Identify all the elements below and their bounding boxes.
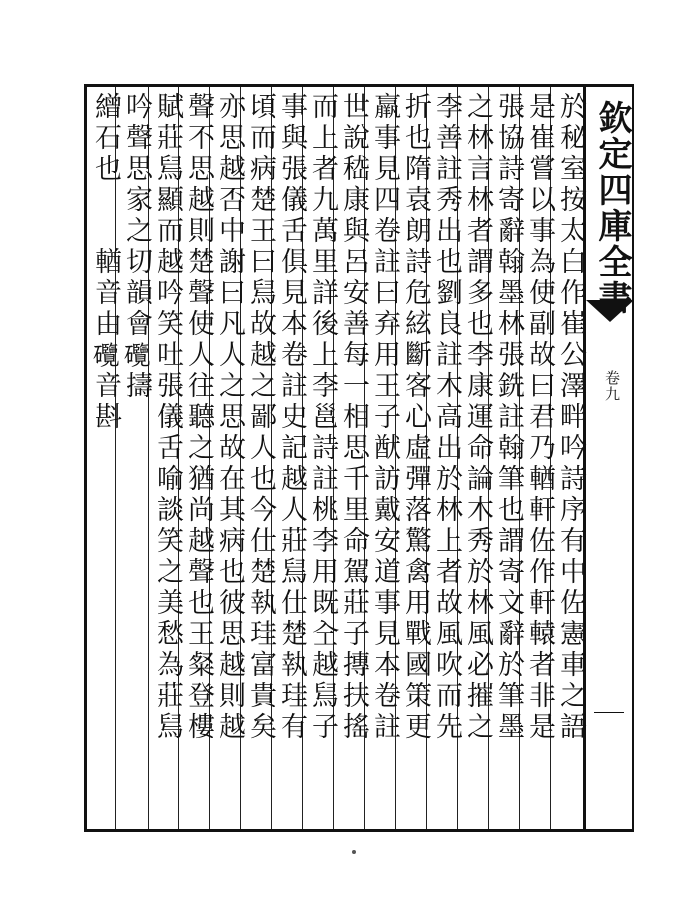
- text-column: 李善註秀出也劉良註木高出於林上者故風吹而先: [431, 92, 462, 743]
- text-column: 世說嵇康與呂安善每一相思千里命駕莊子摶扶搖: [338, 92, 369, 743]
- text-column: 亦思越否中謝曰凡人之思故在其病也彼思越則越: [214, 92, 245, 743]
- fishtail-mark: [586, 300, 634, 322]
- text-column: 吟聲思家之切韻會𥗽擣: [121, 92, 152, 402]
- text-column: 張協詩寄辭翰墨林張銑註翰筆也謂寄文辭於筆墨: [493, 92, 524, 743]
- text-column: 於秘室按太白作崔公澤畔吟詩序有中佐憲車之語: [555, 92, 586, 743]
- text-column: 事與張儀舌俱見本卷註史記越人莊舃仕楚執珪有: [276, 92, 307, 743]
- margin-rule: [594, 712, 624, 713]
- text-column: 羸事見四卷註曰弃用王子猷訪戴安道事見本卷註: [369, 92, 400, 743]
- text-column: 是崔嘗以事為使副故曰君乃輶軒佐作軒轅者非是: [524, 92, 555, 743]
- text-column: 聲不思越則楚聲使人往聽之猶尚越聲也王粲登樓: [183, 92, 214, 743]
- book-title: 欽定四庫全書: [592, 100, 632, 316]
- volume-label: 卷九: [603, 370, 621, 402]
- text-column: 繒石也 輶音由𥗽音斟: [90, 92, 121, 433]
- text-column: 而上者九萬里詳後上李邕詩註桃李用既㒰越舃子: [307, 92, 338, 743]
- text-column: 頃而病楚王曰舃故越之鄙人也今仕楚執珪富貴矣: [245, 92, 276, 743]
- text-column: 賦莊舃顯而越吟笑吐張儀舌喻談笑之美愁為莊舃: [152, 92, 183, 743]
- page-dot: [352, 850, 356, 854]
- text-column: 之林言林者謂多也李康運命論木秀於林風必摧之: [462, 92, 493, 743]
- text-column: 折也隋袁朗詩危絃斷客心虛彈落驚禽用戰國策更: [400, 92, 431, 743]
